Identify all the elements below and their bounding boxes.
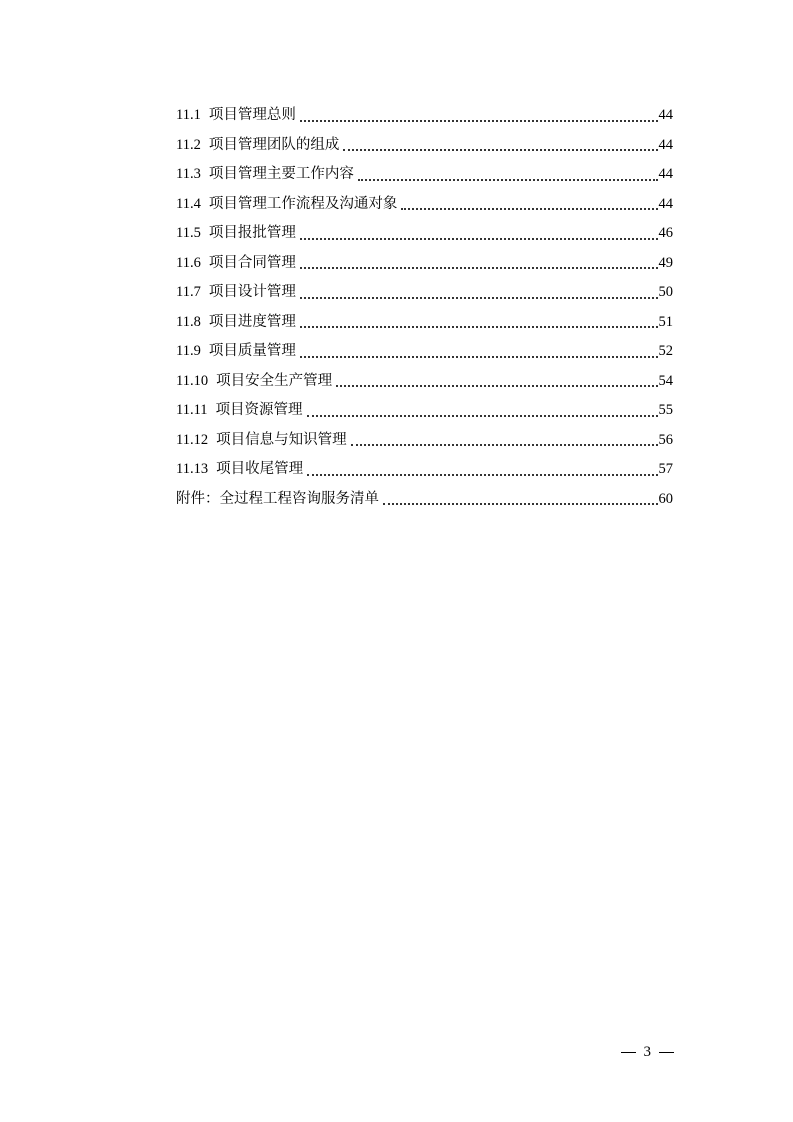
entry-title: 项目设计管理 — [208, 284, 296, 300]
footer-dash-right — [659, 1052, 674, 1053]
entry-page-number: 54 — [658, 372, 673, 389]
toc-entry-11-1[interactable] — [176, 101, 673, 131]
dot-leader — [383, 503, 658, 505]
entry-title: 项目质量管理 — [208, 343, 296, 359]
entry-number: 11.1 — [176, 107, 201, 123]
entry-page-number: 44 — [658, 107, 673, 123]
entry-title: 项目报批管理 — [208, 225, 296, 241]
page-footer — [600, 1040, 674, 1064]
dot-leader — [300, 238, 658, 240]
dot-leader — [401, 208, 657, 210]
toc-entry-appendix[interactable] — [176, 485, 673, 515]
table-of-contents — [176, 101, 673, 514]
dot-leader — [343, 149, 657, 151]
dot-leader — [300, 267, 658, 269]
entry-page-number: 52 — [658, 343, 673, 359]
entry-page-number: 55 — [658, 402, 673, 418]
entry-number: 11.2 — [176, 136, 201, 153]
dot-leader — [351, 444, 658, 446]
page-number: 3 — [643, 1043, 651, 1060]
entry-number: 11.7 — [176, 284, 201, 300]
entry-page-number: 56 — [658, 431, 673, 448]
entry-page-number: 44 — [658, 136, 673, 153]
dot-leader — [358, 179, 658, 181]
entry-number: 11.8 — [176, 313, 201, 330]
toc-entry-11-10[interactable] — [176, 367, 673, 397]
entry-title: 附件：全过程工程咨询服务清单 — [176, 490, 379, 507]
entry-number: 11.4 — [176, 195, 201, 212]
entry-title: 项目资源管理 — [215, 402, 303, 418]
entry-number: 11.6 — [176, 254, 201, 271]
entry-page-number: 50 — [658, 284, 673, 300]
dot-leader — [307, 415, 658, 417]
toc-entry-11-7[interactable] — [176, 278, 673, 308]
entry-title: 项目管理工作流程及沟通对象 — [208, 195, 398, 212]
toc-entry-11-11[interactable] — [176, 396, 673, 426]
entry-title: 项目管理团队的组成 — [208, 136, 340, 153]
dot-leader — [300, 356, 658, 358]
entry-title: 项目信息与知识管理 — [216, 431, 347, 448]
toc-entry-11-4[interactable] — [176, 190, 673, 220]
entry-number: 11.11 — [176, 402, 208, 418]
entry-number: 11.3 — [176, 166, 201, 182]
entry-title: 项目安全生产管理 — [216, 372, 333, 389]
toc-entry-11-3[interactable] — [176, 160, 673, 190]
toc-entry-11-13[interactable] — [176, 455, 673, 485]
toc-entry-11-8[interactable] — [176, 308, 673, 338]
entry-page-number: 46 — [658, 225, 673, 241]
entry-number: 11.10 — [176, 372, 209, 389]
entry-page-number: 60 — [658, 490, 673, 507]
entry-page-number: 57 — [658, 461, 673, 477]
entry-page-number: 44 — [658, 166, 673, 182]
toc-entry-11-5[interactable] — [176, 219, 673, 249]
dot-leader — [307, 474, 657, 476]
entry-title: 项目进度管理 — [208, 313, 296, 330]
entry-page-number: 49 — [658, 254, 673, 271]
entry-title: 项目合同管理 — [208, 254, 296, 271]
footer-dash-left — [621, 1052, 636, 1053]
toc-entry-11-6[interactable] — [176, 249, 673, 279]
entry-number: 11.12 — [176, 431, 209, 448]
toc-entry-11-9[interactable] — [176, 337, 673, 367]
entry-number: 11.5 — [176, 225, 201, 241]
toc-entry-11-2[interactable] — [176, 131, 673, 161]
dot-leader — [300, 297, 658, 299]
entry-number: 11.9 — [176, 343, 201, 359]
entry-title: 项目收尾管理 — [216, 461, 304, 477]
dot-leader — [300, 326, 658, 328]
toc-entry-11-12[interactable] — [176, 426, 673, 456]
entry-page-number: 44 — [658, 195, 673, 212]
entry-title: 项目管理主要工作内容 — [208, 166, 354, 182]
entry-page-number: 51 — [658, 313, 673, 330]
dot-leader — [336, 385, 657, 387]
entry-number: 11.13 — [176, 461, 209, 477]
entry-title: 项目管理总则 — [208, 107, 296, 123]
dot-leader — [300, 120, 658, 122]
